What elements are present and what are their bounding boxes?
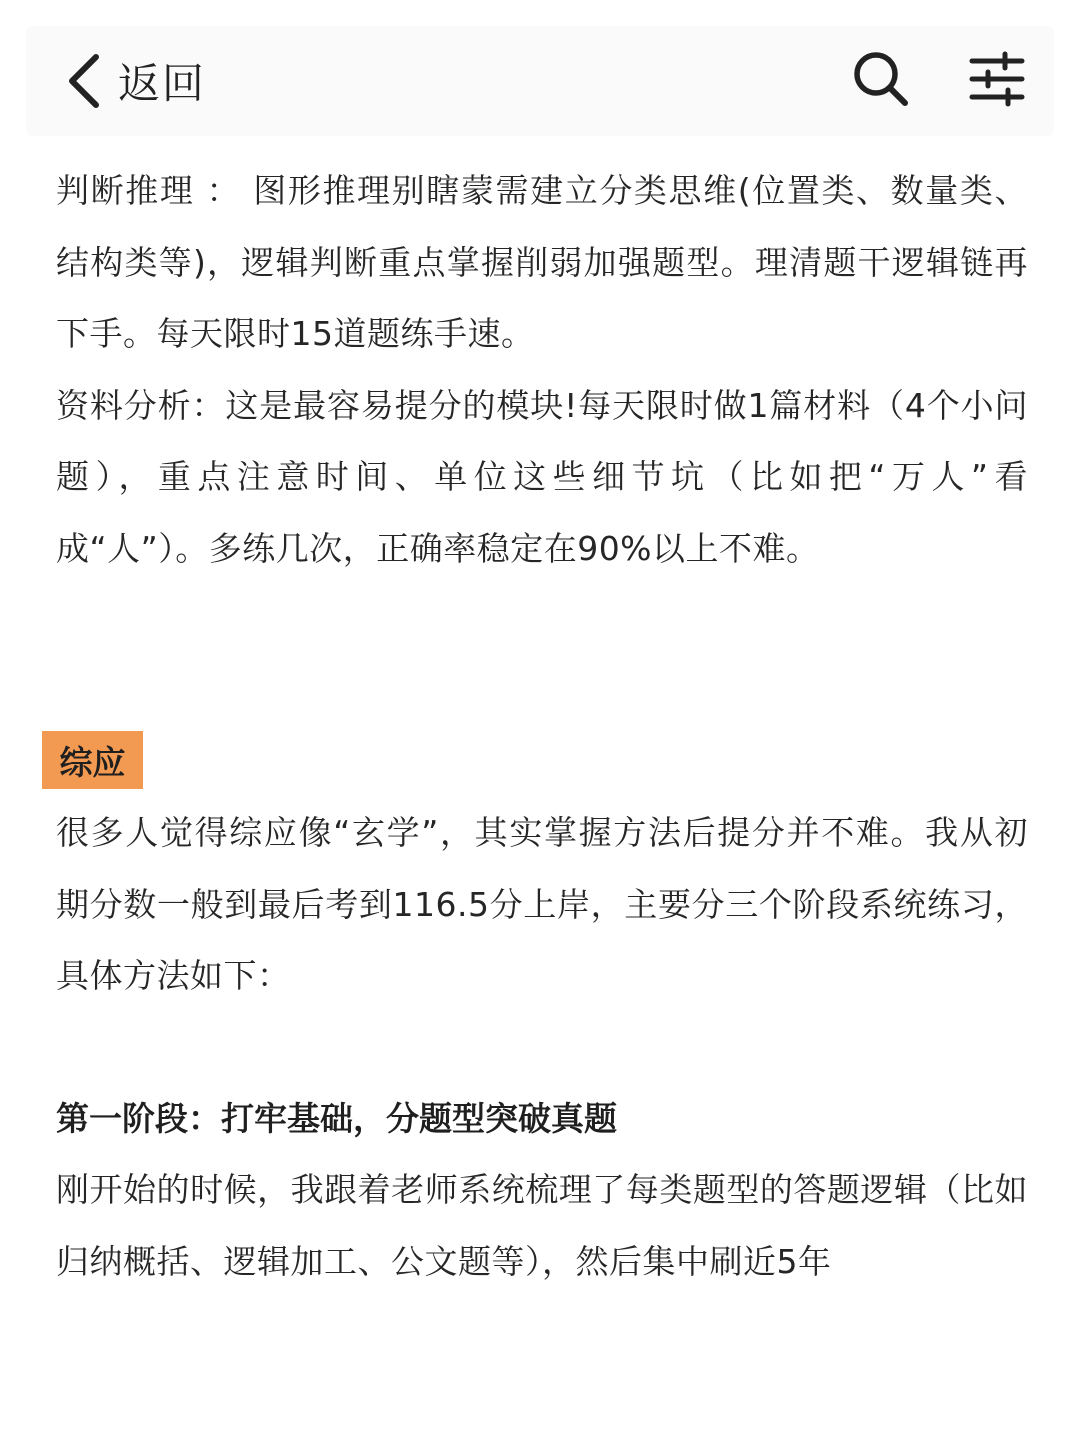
top-navigation-bar [26, 26, 1054, 136]
article-body-intro [56, 797, 1028, 1012]
paragraph-intro: 很多人觉得综应像“玄学”，其实掌握方法后提分并不难。我从初期分数一般到最后考到116.5分上岸，主要分三个阶段系统练习，具体方法如下： [56, 813, 1028, 995]
paragraph-reasoning: 判断推理 ： 图形推理别瞎蒙需建立分类思维(位置类、数量类、结构类等)，逻辑判断重点掌握削弱加强题型。理清题干逻辑链再下手。每天限时15道题练手速。 [56, 171, 1028, 353]
article-body-stage1 [56, 1154, 1028, 1297]
filter-button[interactable] [964, 48, 1030, 114]
back-button[interactable] [66, 50, 206, 112]
section-tag-zongying: 综应 [42, 731, 143, 789]
search-icon [851, 49, 911, 113]
paragraph-data-analysis: 资料分析：这是最容易提分的模块!每天限时做1篇材料（4个小问题），重点注意时间、单位这些细节坑（比如把“万人”看成“人”）。多练几次，正确率稳定在90%以上不难。 [56, 385, 1028, 568]
filter-sliders-icon [968, 51, 1026, 111]
back-label: 返回 [118, 59, 207, 108]
stage1-heading: 第一阶段：打牢基础，分题型突破真题 [56, 1099, 617, 1138]
search-button[interactable] [848, 48, 914, 114]
paragraph-stage1: 刚开始的时候，我跟着老师系统梳理了每类题型的答题逻辑（比如归纳概括、逻辑加工、公文题等），然后集中刷近5年 [56, 1170, 1028, 1281]
back-chevron-icon [66, 53, 100, 109]
article-body-top [56, 155, 1028, 584]
